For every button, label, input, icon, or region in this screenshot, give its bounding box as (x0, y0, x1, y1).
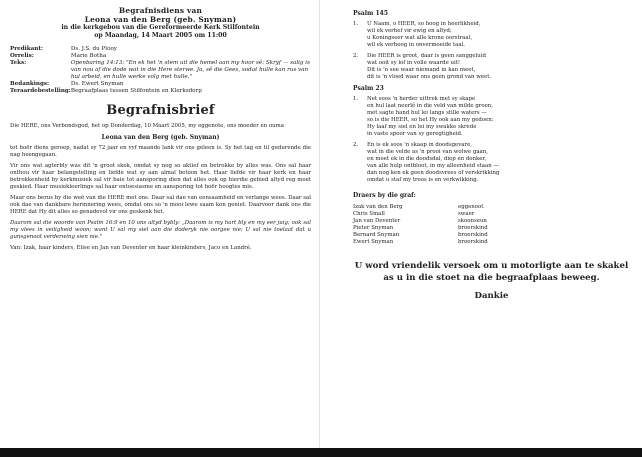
document-title: Begrafnisbrief (106, 103, 215, 118)
left-page (0, 0, 320, 448)
info-label: Predikant: (10, 46, 43, 52)
bearer-name: Ewert Snyman (353, 239, 394, 245)
bearer-row (353, 225, 488, 232)
bottom-bar (0, 448, 642, 457)
bearer-relation: broerskind (458, 225, 488, 231)
date-line: op Maandag, 14 Maart 2005 om 11:00 (94, 32, 227, 39)
verse-line: en hul laat neerlê in die veld van milde groen, (367, 103, 493, 109)
verse-line: Die HEER is groot, daar is geen sanggeluid (367, 53, 486, 59)
info-value: Marie Botha (70, 53, 107, 59)
service-heading: Begrafnisdiens van (118, 6, 203, 15)
body-paragraph: Vir ons wat agterbly was dit 'n groot skok, omdat sy nog so aktief en betrokke by alles was. Ons sal haar onthou vir haar belangstelling en liefde wat sy aan almal betoon het. Haar liefde vir haar kerk en haar betrokkenheid by kerkmusiek sal vir baie tot aansporing dien dat alles ook op hierdie gebied altyd reg moet geskied. Haar musiekleerlinge sal haar entoesiasme en aansporing tot hoër hoogtes mis. (10, 163, 311, 190)
info-row (10, 60, 311, 81)
info-label: Teraardebestelling: (10, 88, 71, 94)
service-info-table (10, 46, 311, 95)
bearer-row (353, 218, 488, 225)
family-paragraph: Van: Izak, haar kinders, Elise en Jan van Deventer en haar kleinkinders, Jaco en Landré. (10, 245, 252, 251)
psalm-23-title: Psalm 23 (353, 85, 384, 92)
bearer-name: Bernard Snyman (353, 232, 400, 238)
info-label: Orrelis: (10, 53, 34, 59)
verse-number: 1. (353, 21, 359, 27)
verse-lines (367, 21, 480, 49)
bearer-relation: broerskind (458, 239, 488, 245)
verse-line: wil ek verhoog in onvermoeide taal. (367, 42, 465, 48)
info-label: Teks: (10, 60, 27, 66)
bearer-row (353, 211, 488, 218)
info-label: Bedankings: (10, 81, 50, 87)
info-row (10, 81, 311, 88)
verse-lines (367, 53, 491, 81)
info-row (10, 88, 311, 95)
verse-line: wat in die velde as 'n prooi van wolwe gaan, (367, 149, 488, 155)
verse-line: U Naam, o HEER, so hoog in heerlikheid, (367, 21, 481, 27)
verse-lines (367, 96, 494, 138)
verse-line: van alle hulp ontbloot, in my alleenheid staan — (367, 163, 499, 169)
info-value: Ds. J.S. du Plooy (70, 46, 117, 52)
bearers-table (353, 204, 488, 246)
bearer-name: Izak van den Berg (353, 204, 403, 210)
bearer-name: Chris Small (353, 211, 385, 217)
bearer-row (353, 204, 488, 211)
bearer-name: Jan van Deventer (353, 218, 401, 224)
bearer-row (353, 239, 488, 246)
deceased-name-heading: Leona van den Berg (geb. Snyman) (84, 15, 237, 24)
verse-line: dit is 'n vloed waar ons geen grond van weet. (367, 74, 492, 80)
body-paragraph: tot hoër diens geroep, nadat sy 72 jaar en vyf maande lank vir ons geleen is. Sy het tag en til gedurende die nag heengegaan. (10, 145, 311, 158)
info-value: Ds. Ewert Snyman (70, 81, 124, 87)
bearer-name: Pieter Snyman (353, 225, 394, 231)
psalm-verse (353, 21, 630, 49)
venue-line: in die kerkgebou van die Gereformeerde Kerk Stilfontein (61, 24, 260, 31)
verse-line: wil ek verhef vir ewig en altyd; (367, 28, 452, 34)
right-page (321, 0, 642, 448)
bearer-relation: skoonseun (458, 218, 487, 224)
bearers-title: Draers by die graf: (353, 192, 416, 199)
intro-paragraph: Die HERE, ons Verbondsgod, het op Donderdag, 10 Maart 2005, my eggenote, ons moeder en ouma (10, 123, 284, 129)
verse-line: wat ooit sy lof in volle waarde uit! (367, 60, 461, 66)
psalm-verse (353, 142, 630, 184)
verse-line: Hy laaf my siel en lei my swakke skrede (367, 124, 477, 130)
bearer-relation: broerskind (458, 232, 488, 238)
info-value: Begraafplaas tussen Stilfontein en Klerksdorp (70, 88, 202, 94)
psalm-verse (353, 96, 630, 138)
psalm-verse (353, 53, 630, 81)
info-row (10, 53, 311, 60)
bearer-row (353, 232, 488, 239)
verse-line: dan nog ken ek geen doodsvrees of verskrikking (367, 170, 500, 176)
info-value: Openbaring 14:13: "En ek het 'n stem uit die hemel aan my hoor sê: Skryf — salig is van nou af die dode wat in die Here sterwe. Ja, sê die Gees, sodat hulle kan rus van hul arbeid, en hulle werke volg met hulle." (70, 60, 310, 80)
verse-lines (367, 142, 499, 184)
verse-number: 2. (353, 53, 359, 59)
verse-line: omdat u staf my troos is en verkwikking. (367, 177, 479, 183)
verse-number: 1. (353, 96, 359, 102)
verse-line: u Koningseer wat alle krone oorstraal, (367, 35, 473, 41)
bearer-relation: swaer (458, 211, 475, 217)
verse-line: met sagte hand hul lei langs stille waters — (367, 110, 487, 116)
verse-line: en moet ek in die doodsdal, diep en donker, (367, 156, 487, 162)
scripture-paragraph: Daarom sal die woorde van Psalm 16:9 en 10 ons altyd bybly: „Daarom is my hart bly en my eer juig; ook sal my vlees in veiligheid woon; want U sal my siel aan die doderyk nie oorgee nie; U sal nie toelaat dat u gunsgenoot verderwing sien nie." (10, 220, 311, 240)
info-row (10, 46, 311, 53)
psalm-145-title: Psalm 145 (353, 10, 389, 17)
headlights-request: U word vriendelik versoek om u motorligte aan te skakel as u in die stoet na die begraafplaas beweeg. (354, 261, 629, 283)
body-paragraph: Maar ons berus by die weë van die HERE met ons. Daar sal dae van eensaamheid en verlange wees. Daar sal ook dae van dankbare herinnering wees, omdat ons so 'n mooi lewe saam kon geniet. Daarvoor dank ons die HERE dat Hy dit alles so genadevol vir ons geskenk het. (10, 195, 311, 215)
verse-number: 2. (353, 142, 359, 148)
thanks-text: Dankie (474, 291, 509, 301)
verse-line: En is ek soos 'n skaap in doodsgevare, (367, 142, 472, 148)
verse-line: Dit is 'n see waar niemand in kan meet, (367, 67, 476, 73)
verse-line: in vaste spoor van sy geregtigheid. (367, 131, 463, 137)
deceased-name: Leona van den Berg (geb. Snyman) (101, 134, 220, 141)
verse-line: so is die HEER, so het Hy ook aan my gedoen: (367, 117, 494, 123)
bearer-relation: eggenoot (458, 204, 484, 210)
verse-line: Net soos 'n herder uittrek met sy skape (367, 96, 476, 102)
